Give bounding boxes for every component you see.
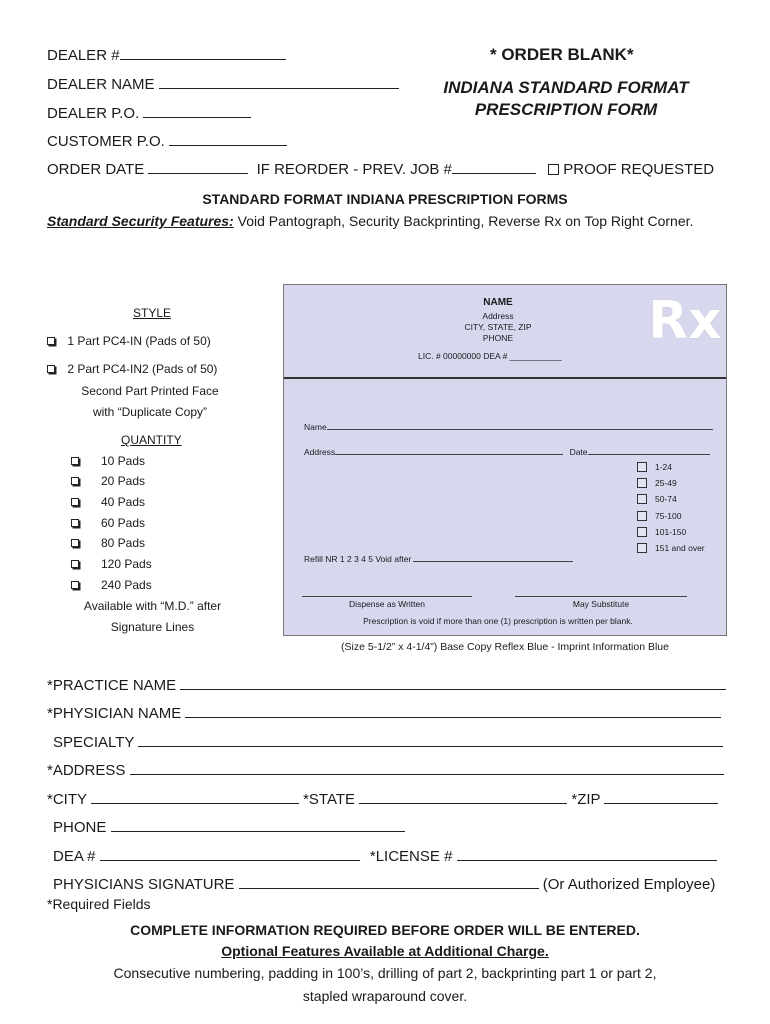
dealer-name-row [47,75,399,93]
style-option-1[interactable] [47,334,211,348]
quantity-option-240[interactable] [71,578,152,592]
city-field[interactable] [91,790,299,804]
rx-refill-line [304,553,573,564]
style-note-1: Second Part Printed Face [81,384,219,398]
rx-range-4-box [637,511,647,521]
rx-range-4-label: 75-100 [655,511,682,521]
rx-substitute-line [515,596,687,597]
rx-date-field-label: Date [569,447,588,457]
phone-label: PHONE [53,819,107,836]
practice-name-field[interactable] [180,676,726,690]
authorized-employee-label: (Or Authorized Employee) [542,876,716,893]
security-features-label: Standard Security Features: [47,213,234,229]
rx-sample-preview [283,284,727,636]
rx-address-field-label: Address [304,447,336,457]
rx-address-underline [335,446,563,455]
dea-license-row [53,847,717,865]
dealer-po-label: DEALER P.O. [47,105,140,122]
specialty-label: SPECIALTY [53,734,135,751]
dea-label: DEA # [53,848,96,865]
rx-name-field-label: Name [304,422,327,432]
order-blank-title: * ORDER BLANK* [490,45,634,64]
physician-name-label: *PHYSICIAN NAME [47,705,182,722]
proof-requested-label: PROOF REQUESTED [563,161,715,178]
address-label: *ADDRESS [47,762,126,779]
style-option-1-label: 1 Part PC4-IN (Pads of 50) [67,334,211,348]
rx-substitute-label: May Substitute [572,599,630,609]
customer-po-row [47,132,287,150]
quantity-240-checkbox[interactable] [71,581,79,589]
license-field[interactable] [457,847,717,861]
quantity-80-label: 80 Pads [101,536,146,550]
prev-job-field[interactable] [452,160,536,174]
rx-range-6-label: 151 and over [655,543,705,553]
state-field[interactable] [359,790,567,804]
zip-label: *ZIP [571,791,601,808]
rx-range-5-box [637,527,647,537]
rx-void-underline [413,553,573,562]
rx-range-6 [637,543,705,555]
order-date-row [47,160,714,178]
rx-name-line [304,421,713,432]
rx-dispense-line [302,596,472,597]
specialty-field[interactable] [138,733,723,747]
rx-date-underline [588,446,710,455]
rx-range-2-label: 25-49 [655,478,677,488]
quantity-note-1: Available with “M.D.” after [83,599,222,613]
quantity-80-checkbox[interactable] [71,539,79,547]
dea-field[interactable] [100,847,360,861]
dealer-name-field[interactable] [159,75,399,89]
quantity-option-40[interactable] [71,495,145,509]
quantity-20-label: 20 Pads [101,474,146,488]
dealer-number-label: DEALER # [47,47,120,64]
style-note-2: with “Duplicate Copy” [92,405,208,419]
practice-name-label: *PRACTICE NAME [47,677,177,694]
rx-range-2 [637,478,677,490]
phone-row [53,818,405,836]
quantity-heading: QUANTITY [121,433,182,447]
customer-po-label: CUSTOMER P.O. [47,133,165,150]
rx-lic-dea: LIC. # 00000000 DEA # ___________ [418,351,562,361]
style-heading: STYLE [133,306,172,320]
order-date-label: ORDER DATE [47,161,145,178]
rx-range-6-box [637,543,647,553]
rx-dispense-label: Dispense as Written [349,599,425,609]
style-option-1-checkbox[interactable] [47,337,55,345]
rx-logo: Rx [648,291,722,351]
rx-name: NAME [483,297,513,308]
dealer-number-field[interactable] [120,46,286,60]
complete-info-notice: COMPLETE INFORMATION REQUIRED BEFORE ORDER WILL BE ENTERED. [130,922,640,938]
style-option-2-label: 2 Part PC4-IN2 (Pads of 50) [67,362,218,376]
rx-separator [284,377,726,379]
rx-name-underline [327,421,713,430]
optional-features-heading: Optional Features Available at Additional Charge. [221,943,549,959]
address-row [47,761,724,779]
rx-range-1-box [637,462,647,472]
quantity-40-checkbox[interactable] [71,498,79,506]
rx-address-line [304,446,710,457]
intro-heading: STANDARD FORMAT INDIANA PRESCRIPTION FORMS [202,191,568,207]
signature-row [53,875,715,893]
rx-range-1 [637,462,672,474]
quantity-60-label: 60 Pads [101,516,146,530]
physician-name-field[interactable] [185,704,721,718]
rx-range-1-label: 1-24 [655,462,673,472]
quantity-option-10[interactable] [71,454,145,468]
dealer-number-row [47,46,286,64]
license-label: *LICENSE # [369,848,453,865]
quantity-option-120[interactable] [71,557,152,571]
rx-range-4 [637,511,681,523]
style-option-2[interactable] [47,362,217,376]
security-features-text: Void Pantograph, Security Backprinting, Reverse Rx on Top Right Corner. [237,213,694,229]
rx-city: CITY, STATE, ZIP [464,322,532,332]
quantity-note-2: Signature Lines [110,620,195,634]
rx-range-5 [637,527,686,539]
proof-requested-checkbox[interactable] [548,164,559,175]
rx-range-3-label: 50-74 [655,494,677,504]
quantity-60-checkbox[interactable] [71,519,79,527]
size-note: (Size 5-1/2” x 4-1/4”) Base Copy Reflex Blue - Imprint Information Blue [341,641,669,653]
practice-name-row [47,676,726,694]
signature-field[interactable] [239,875,539,889]
dealer-po-row [47,104,251,122]
quantity-10-label: 10 Pads [101,454,146,468]
optional-features-line-2: stapled wraparound cover. [302,988,468,1004]
required-fields-note: *Required Fields [47,896,151,912]
address-field[interactable] [130,761,724,775]
form-title-line-1: INDIANA STANDARD FORMAT [443,78,689,97]
reorder-label: IF REORDER - PREV. JOB # [256,161,452,178]
dealer-name-label: DEALER NAME [47,76,155,93]
rx-range-3 [637,494,677,506]
quantity-10-checkbox[interactable] [71,457,79,465]
physician-name-row [47,704,721,722]
optional-features-line-1: Consecutive numbering, padding in 100’s, drilling of part 2, backprinting part 1 or part 2, [113,965,657,981]
quantity-120-label: 120 Pads [101,557,152,571]
quantity-120-checkbox[interactable] [71,560,79,568]
rx-range-2-box [637,478,647,488]
rx-phone: PHONE [482,333,514,343]
rx-refill-label: Refill NR 1 2 3 4 5 Void after [304,554,412,564]
customer-po-field[interactable] [169,132,287,146]
quantity-40-label: 40 Pads [101,495,146,509]
style-option-2-checkbox[interactable] [47,365,55,373]
rx-address: Address [482,311,514,321]
zip-field[interactable] [604,790,718,804]
state-label: *STATE [303,791,356,808]
rx-range-3-box [637,494,647,504]
quantity-20-checkbox[interactable] [71,477,79,485]
security-features-row [47,213,693,229]
quantity-240-label: 240 Pads [101,578,152,592]
signature-label: PHYSICIANS SIGNATURE [53,876,235,893]
order-date-field[interactable] [148,160,248,174]
quantity-option-80[interactable] [71,536,145,550]
quantity-option-20[interactable] [71,474,145,488]
rx-void-note: Prescription is void if more than one (1) prescription is written per blank. [363,616,633,626]
quantity-option-60[interactable] [71,516,145,530]
city-label: *CITY [47,791,87,808]
rx-range-5-label: 101-150 [655,527,687,537]
form-title-line-2: PRESCRIPTION FORM [474,100,658,119]
dealer-po-field[interactable] [143,104,251,118]
phone-field[interactable] [111,818,405,832]
specialty-row [53,733,723,751]
city-state-zip-row [47,790,718,808]
